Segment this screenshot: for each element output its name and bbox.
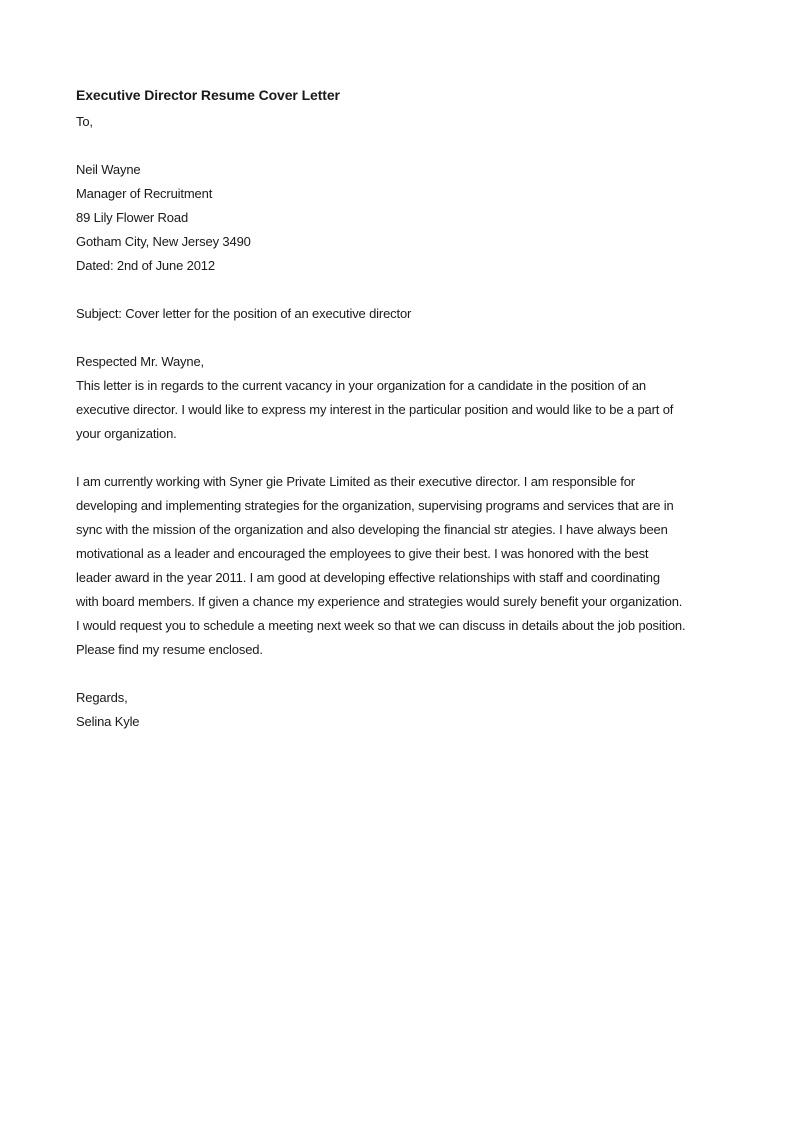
closing: Regards, [76,690,128,705]
subject-line: Subject: Cover letter for the position of an executive director [76,306,412,321]
signature-name: Selina Kyle [76,714,140,729]
spacer [76,134,736,158]
to-line: To, [76,114,93,129]
paragraph-line: sync with the mission of the organization and also developing the financial str ategies. I have always been [76,522,668,537]
recipient-name: Neil Wayne [76,162,141,177]
paragraph-line: developing and implementing strategies for the organization, supervising programs and services that are in [76,498,674,513]
paragraph-line: This letter is in regards to the current vacancy in your organization for a candidate in the position of an [76,378,646,393]
spacer [76,278,736,302]
paragraph-line: I would request you to schedule a meeting next week so that we can discuss in details about the job position. [76,618,686,633]
paragraph-line: motivational as a leader and encouraged the employees to give their best. I was honored with the best [76,546,649,561]
letter-page [76,86,736,734]
recipient-street: 89 Lily Flower Road [76,210,189,225]
paragraph-1 [76,374,736,446]
greeting: Respected Mr. Wayne, [76,354,205,369]
paragraph-line: Please find my resume enclosed. [76,642,263,657]
paragraph-line: I am currently working with Syner gie Private Limited as their executive director. I am responsible for [76,474,635,489]
spacer [76,326,736,350]
paragraph-line: your organization. [76,426,177,441]
recipient-role: Manager of Recruitment [76,186,213,201]
spacer [76,662,736,686]
recipient-block [76,158,736,278]
paragraph-line: with board members. If given a chance my experience and strategies would surely benefit your organization. [76,594,683,609]
document-title: Executive Director Resume Cover Letter [76,87,340,103]
paragraph-line: leader award in the year 2011. I am good at developing effective relationships with staff and coordinating [76,570,660,585]
paragraph-line: executive director. I would like to express my interest in the particular position and would like to be a part of [76,402,674,417]
paragraph-2 [76,470,736,662]
recipient-city: Gotham City, New Jersey 3490 [76,234,251,249]
letter-date: Dated: 2nd of June 2012 [76,258,215,273]
spacer [76,446,736,470]
